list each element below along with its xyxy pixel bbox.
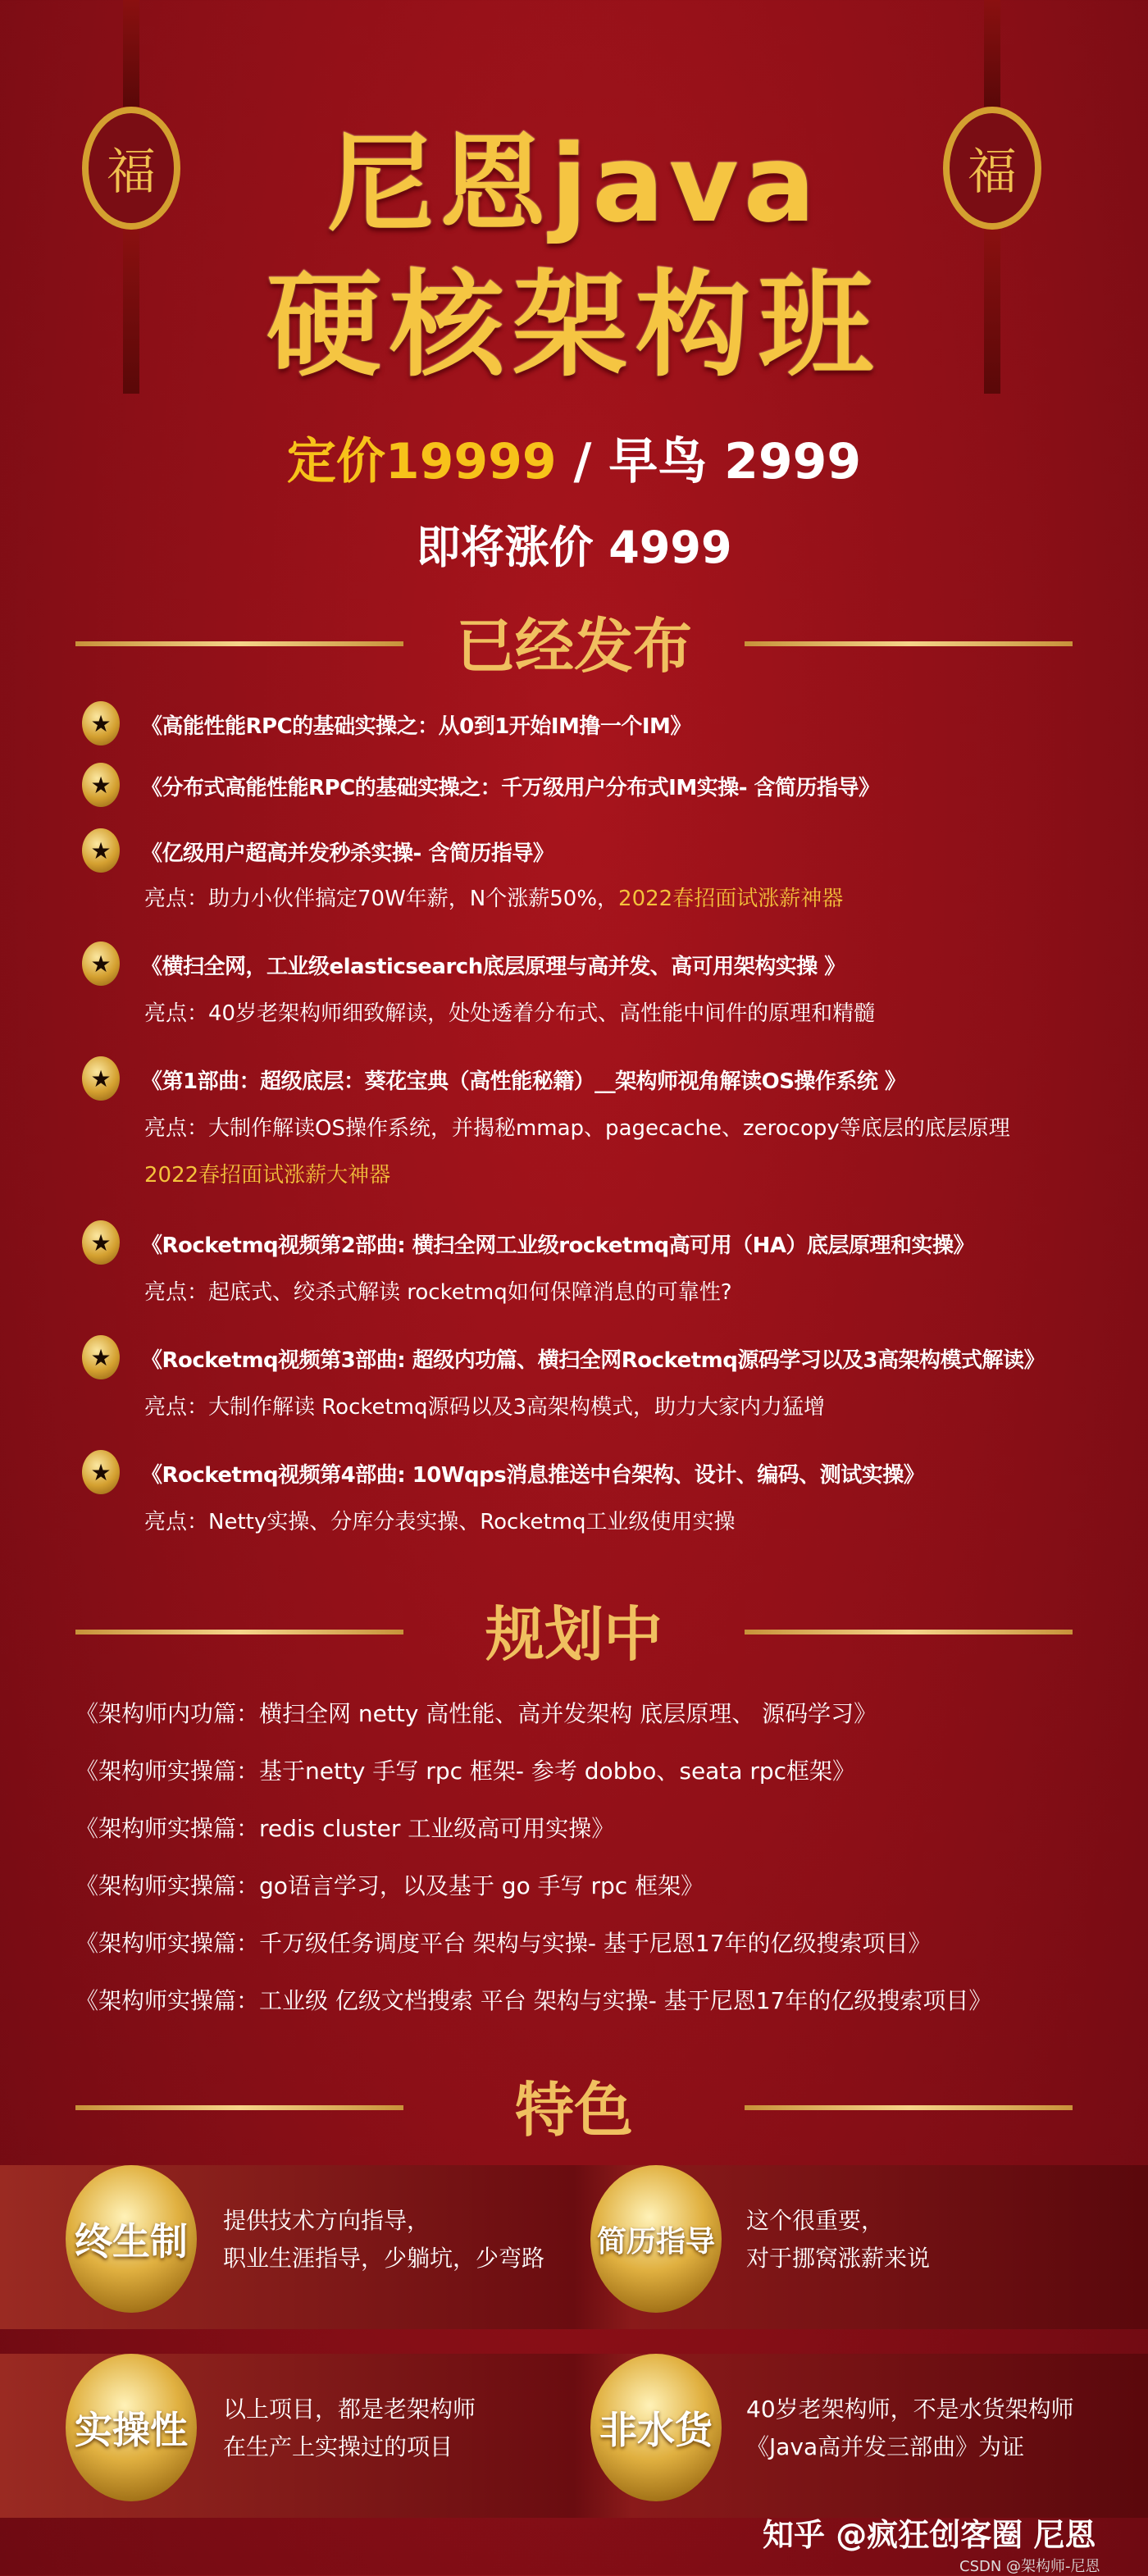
csdn-watermark: CSDN @架构师-尼恩 bbox=[959, 2558, 1100, 2575]
lantern-cord bbox=[984, 0, 1000, 107]
released-item: 《高能性能RPC的基础实操之：从0到1开始IM撸一个IM》 bbox=[141, 714, 691, 739]
planned-item: 《架构师内功篇：横扫全网 netty 高性能、高并发架构 底层原理、 源码学习》 bbox=[75, 1700, 877, 1727]
feature-badge: 终生制 bbox=[66, 2165, 197, 2313]
heading-text: 特色 bbox=[514, 2076, 633, 2145]
released-highlight: 亮点：大制作解读 Rocketmq源码以及3高架构模式，助力大家内力猛增 bbox=[144, 1395, 826, 1420]
divider bbox=[75, 641, 403, 646]
divider bbox=[745, 2105, 1073, 2110]
highlight-text: 亮点：助力小伙伴搞定70W年薪，N个涨薪50%， bbox=[144, 887, 619, 911]
feature-text bbox=[223, 2202, 544, 2277]
released-highlight-gold: 2022春招面试涨薪大神器 bbox=[144, 1163, 391, 1188]
released-item: 《亿级用户超高并发秒杀实操- 含简历指导》 bbox=[141, 841, 554, 866]
released-highlight: 亮点：Netty实操、分库分表实操、Rocketmq工业级使用实操 bbox=[144, 1510, 736, 1534]
divider bbox=[745, 1630, 1073, 1635]
released-highlight: 亮点：大制作解读OS操作系统，并揭秘mmap、pagecache、zerocopy等底层的底层原理 bbox=[144, 1116, 1010, 1141]
heading-text: 已经发布 bbox=[455, 612, 692, 681]
released-item: 《分布式高能性能RPC的基础实操之：千万级用户分布式IM实操- 含简历指导》 bbox=[141, 776, 880, 800]
heading-text: 规划中 bbox=[485, 1600, 663, 1669]
star-icon: ★ bbox=[82, 763, 120, 807]
released-item: 《横扫全网，工业级elasticsearch底层原理与高并发、高可用架构实操 》 bbox=[141, 955, 845, 979]
section-features-heading bbox=[0, 2063, 1148, 2148]
zhihu-watermark: 知乎 @疯狂创客圈 尼恩 bbox=[763, 2517, 1096, 2553]
star-icon: ★ bbox=[82, 941, 120, 986]
divider bbox=[745, 641, 1073, 646]
feature-badge: 简历指导 bbox=[590, 2165, 722, 2313]
price-rise-notice: 即将涨价 4999 bbox=[416, 522, 732, 573]
divider bbox=[75, 2105, 403, 2110]
feature-line: 以上项目，都是老架构师 bbox=[223, 2396, 476, 2423]
title-line1: 尼恩java bbox=[327, 121, 821, 246]
section-planned-heading bbox=[0, 1587, 1148, 1672]
released-highlight: 亮点：起底式、绞杀式解读 rocketmq如何保障消息的可靠性? bbox=[144, 1280, 732, 1305]
released-item: 《Rocketmq视频第2部曲: 横扫全网工业级rocketmq高可用（HA）底层原理和实操》 bbox=[141, 1233, 975, 1258]
early-bird-price: / 早鸟 2999 bbox=[556, 433, 862, 490]
feature-line: 在生产上实操过的项目 bbox=[223, 2433, 453, 2460]
planned-item: 《架构师实操篇：工业级 亿级文档搜索 平台 架构与实操- 基于尼恩17年的亿级搜索项目》 bbox=[75, 1987, 992, 2014]
star-icon: ★ bbox=[82, 1335, 120, 1379]
star-icon: ★ bbox=[82, 1450, 120, 1494]
divider bbox=[75, 1630, 403, 1635]
released-item: 《Rocketmq视频第4部曲: 10Wqps消息推送中台架构、设计、编码、测试实操》 bbox=[141, 1463, 925, 1488]
fu-icon: 福 bbox=[943, 107, 1041, 230]
fu-icon: 福 bbox=[82, 107, 180, 230]
list-price: 定价19999 bbox=[286, 433, 557, 490]
released-highlight: 亮点：40岁老架构师细致解读，处处透着分布式、高性能中间件的原理和精髓 bbox=[144, 1001, 876, 1026]
highlight-gold: 2022春招面试涨薪神器 bbox=[618, 887, 844, 911]
lantern-cord bbox=[123, 0, 139, 107]
released-item: 《第1部曲：超级底层：葵花宝典（高性能秘籍）__架构师视角解读OS操作系统 》 bbox=[141, 1069, 906, 1094]
planned-item: 《架构师实操篇：千万级任务调度平台 架构与实操- 基于尼恩17年的亿级搜索项目》 bbox=[75, 1930, 932, 1957]
released-item: 《Rocketmq视频第3部曲: 超级内功篇、横扫全网Rocketmq源码学习以及3高架构模式解读》 bbox=[141, 1348, 1045, 1373]
feature-badge: 非水货 bbox=[590, 2354, 722, 2501]
released-highlight bbox=[144, 882, 843, 912]
feature-text bbox=[746, 2202, 930, 2277]
feature-line: 40岁老架构师，不是水货架构师 bbox=[746, 2396, 1074, 2423]
feature-line: 提供技术方向指导， bbox=[223, 2207, 430, 2234]
price-line bbox=[0, 422, 1148, 493]
star-icon: ★ bbox=[82, 1056, 120, 1101]
star-icon: ★ bbox=[82, 828, 120, 873]
feature-badge: 实操性 bbox=[66, 2354, 197, 2501]
feature-line: 职业生涯指导，少躺坑，少弯路 bbox=[223, 2245, 545, 2272]
planned-item: 《架构师实操篇：基于netty 手写 rpc 框架- 参考 dobbo、seata rpc框架》 bbox=[75, 1758, 856, 1785]
title-line2: 硬核架构班 bbox=[266, 259, 882, 393]
section-released-heading bbox=[0, 599, 1148, 684]
planned-item: 《架构师实操篇：redis cluster 工业级高可用实操》 bbox=[75, 1815, 615, 1842]
feature-line: 对于挪窝涨薪来说 bbox=[746, 2245, 931, 2272]
star-icon: ★ bbox=[82, 1220, 120, 1265]
feature-text bbox=[223, 2391, 476, 2466]
planned-item: 《架构师实操篇：go语言学习，以及基于 go 手写 rpc 框架》 bbox=[75, 1872, 704, 1899]
star-icon: ★ bbox=[82, 701, 120, 745]
feature-line: 这个很重要， bbox=[746, 2207, 885, 2234]
feature-line: 《Java高并发三部曲》为证 bbox=[746, 2433, 1025, 2460]
feature-text bbox=[746, 2391, 1074, 2466]
